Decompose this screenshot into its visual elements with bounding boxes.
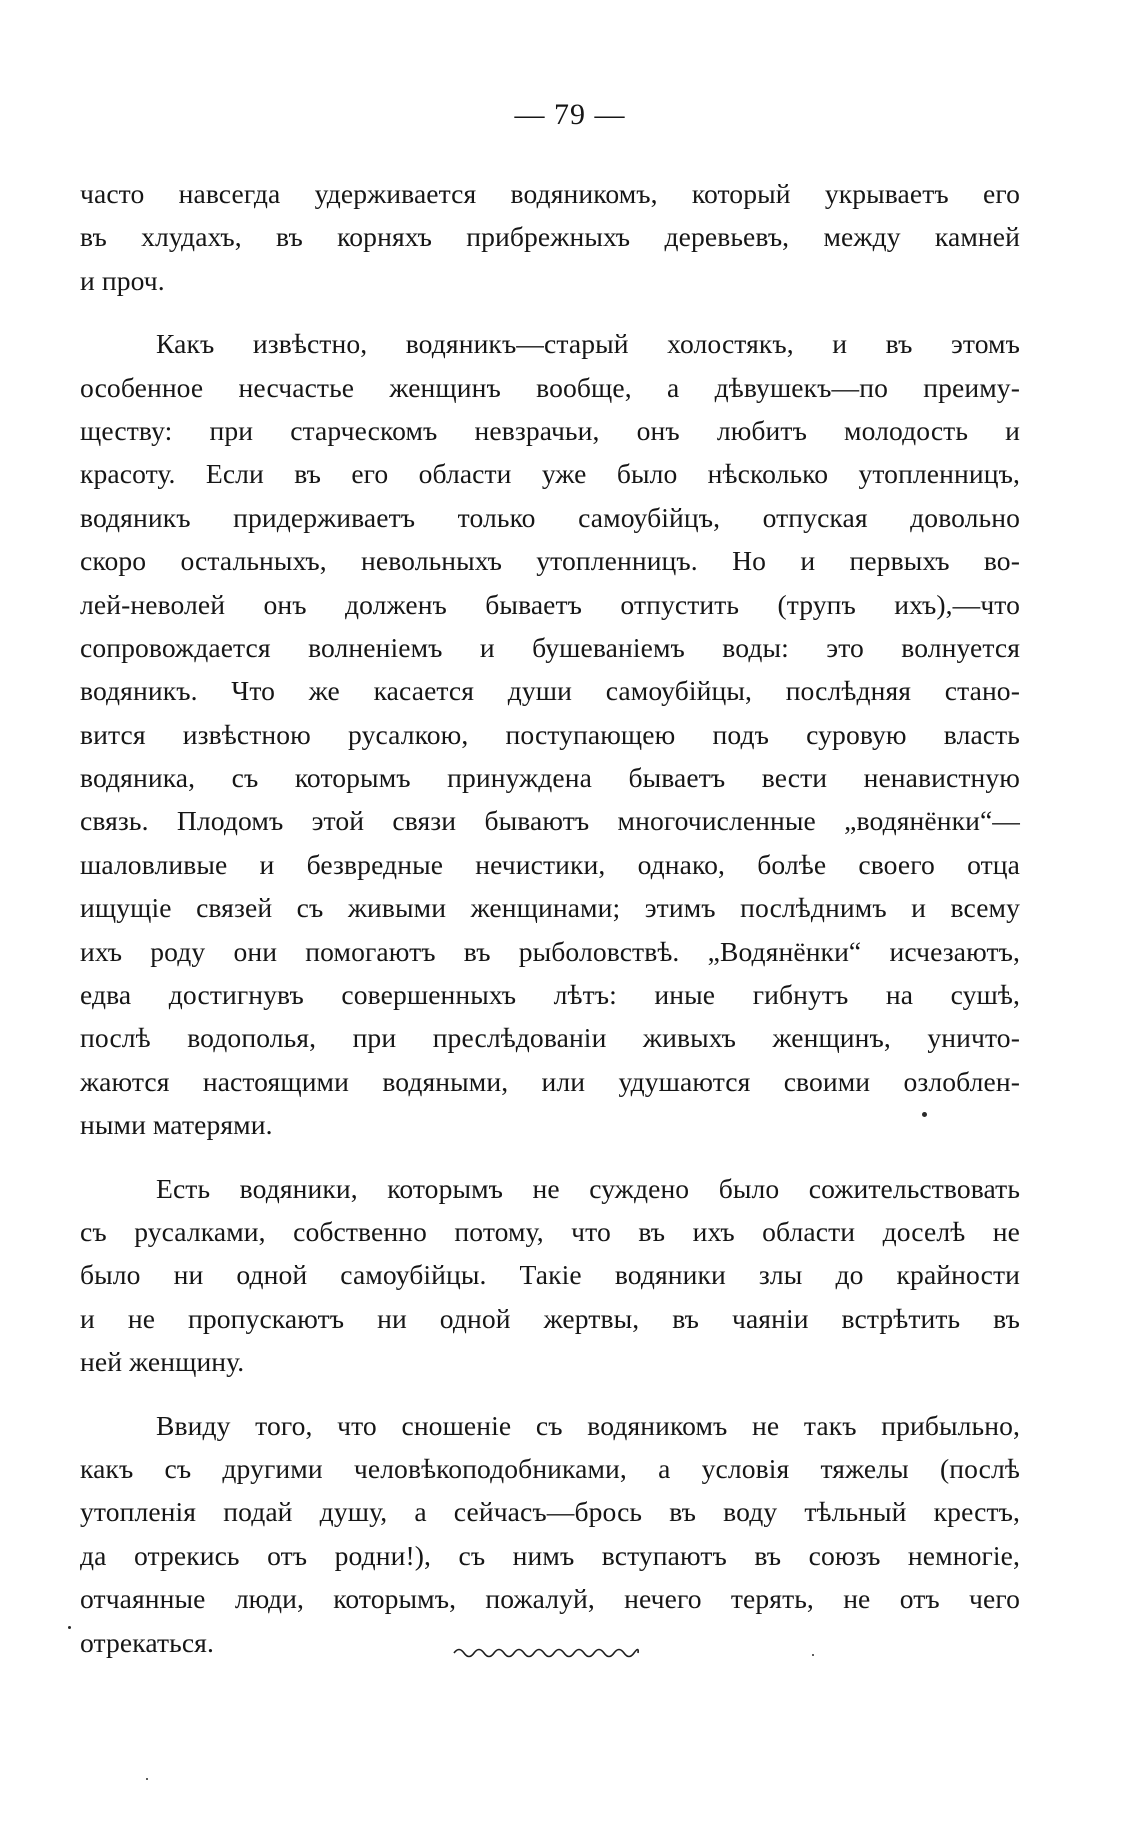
body-text <box>80 172 1020 1664</box>
text-line: связь. Плодомъ этой связи бываютъ многочисленные „водянёнки“— <box>80 805 1020 837</box>
text-line: едва достигнувъ совершенныхъ лѣтъ: иные гибнутъ на сушѣ, <box>80 979 1020 1011</box>
text-line: сопровождается волненіемъ и бушеваніемъ воды: это волнуется <box>80 631 1020 663</box>
text-line: ищущіе связей съ живыми женщинами; этимъ послѣднимъ и всему <box>80 892 1020 924</box>
text-line: шаловливые и безвредные нечистики, однако, болѣе своего отца <box>80 848 1020 880</box>
text-line: вится извѣстною русалкою, поступающею подъ суровую власть <box>80 718 1020 750</box>
text-line: водяника, съ которымъ принуждена бываетъ вести ненавистную <box>80 762 1020 794</box>
text-line: было ни одной самоубійцы. Такіе водяники злы до крайности <box>80 1259 1020 1291</box>
text-line: съ русалками, собственно потому, что въ ихъ области доселѣ не <box>80 1215 1020 1247</box>
paragraph <box>80 322 1020 1146</box>
text-line: лей-неволей онъ долженъ бываетъ отпустить (трупъ ихъ),—что <box>80 588 1020 620</box>
text-line: скоро остальныхъ, невольныхъ утопленницъ. Но и первыхъ во- <box>80 545 1020 577</box>
text-line: ществу: при старческомъ невзрачьи, онъ любитъ молодость и <box>80 414 1020 446</box>
text-line: особенное несчастье женщинъ вообще, а дѣвушекъ—по преиму- <box>80 371 1020 403</box>
text-line: ней женщину. <box>80 1346 245 1378</box>
text-line: ными матерями. <box>80 1109 273 1141</box>
text-line: да отрекись отъ родни!), съ нимъ вступаютъ въ союзъ немногіе, <box>80 1539 1020 1571</box>
text-line: Есть водяники, которымъ не суждено было сожительствовать <box>156 1172 1020 1204</box>
end-ornament <box>452 1644 640 1660</box>
text-line: и не пропускаютъ ни одной жертвы, въ чаяніи встрѣтить въ <box>80 1302 1020 1334</box>
text-line: отчаянные люди, которымъ, пожалуй, нечего терять, не отъ чего <box>80 1583 1020 1615</box>
print-speck <box>68 1626 71 1629</box>
text-line: и проч. <box>80 264 165 296</box>
text-line: часто навсегда удерживается водяникомъ, который укрываетъ его <box>80 178 1020 209</box>
page-number: — 79 — <box>514 98 626 131</box>
text-line: красоту. Если въ его области уже было нѣсколько утопленницъ, <box>80 458 1020 490</box>
text-line: водяникъ. Что же касается души самоубійцы, послѣдняя стано- <box>80 675 1020 707</box>
paragraph <box>80 1167 1020 1384</box>
paragraph <box>80 1404 1020 1664</box>
text-line: Ввиду того, что сношеніе съ водяникомъ не такъ прибыльно, <box>156 1409 1020 1441</box>
text-line: жаются настоящими водяными, или удушаются своими озлоблен- <box>80 1065 1020 1097</box>
print-speck <box>922 1112 927 1117</box>
text-line: утопленія подай душу, а сейчасъ—брось въ воду тѣльный крестъ, <box>80 1496 1020 1528</box>
text-line: какъ съ другими человѣкоподобниками, а условія тяжелы (послѣ <box>80 1452 1020 1484</box>
text-line: отрекаться. <box>80 1626 214 1658</box>
print-speck <box>812 1654 814 1656</box>
text-line: водяникъ придерживаетъ только самоубійцъ, отпуская довольно <box>80 501 1020 533</box>
text-line: Какъ извѣстно, водяникъ—старый холостякъ, и въ этомъ <box>156 328 1020 360</box>
print-speck <box>146 1778 148 1780</box>
paragraph <box>80 172 1020 302</box>
text-line: послѣ водополья, при преслѣдованіи живыхъ женщинъ, уничто- <box>80 1022 1020 1054</box>
text-line: ихъ роду они помогаютъ въ рыболовствѣ. „Водянёнки“ исчезаютъ, <box>80 935 1020 967</box>
text-line: въ хлудахъ, въ корняхъ прибрежныхъ деревьевъ, между камней <box>80 221 1020 253</box>
